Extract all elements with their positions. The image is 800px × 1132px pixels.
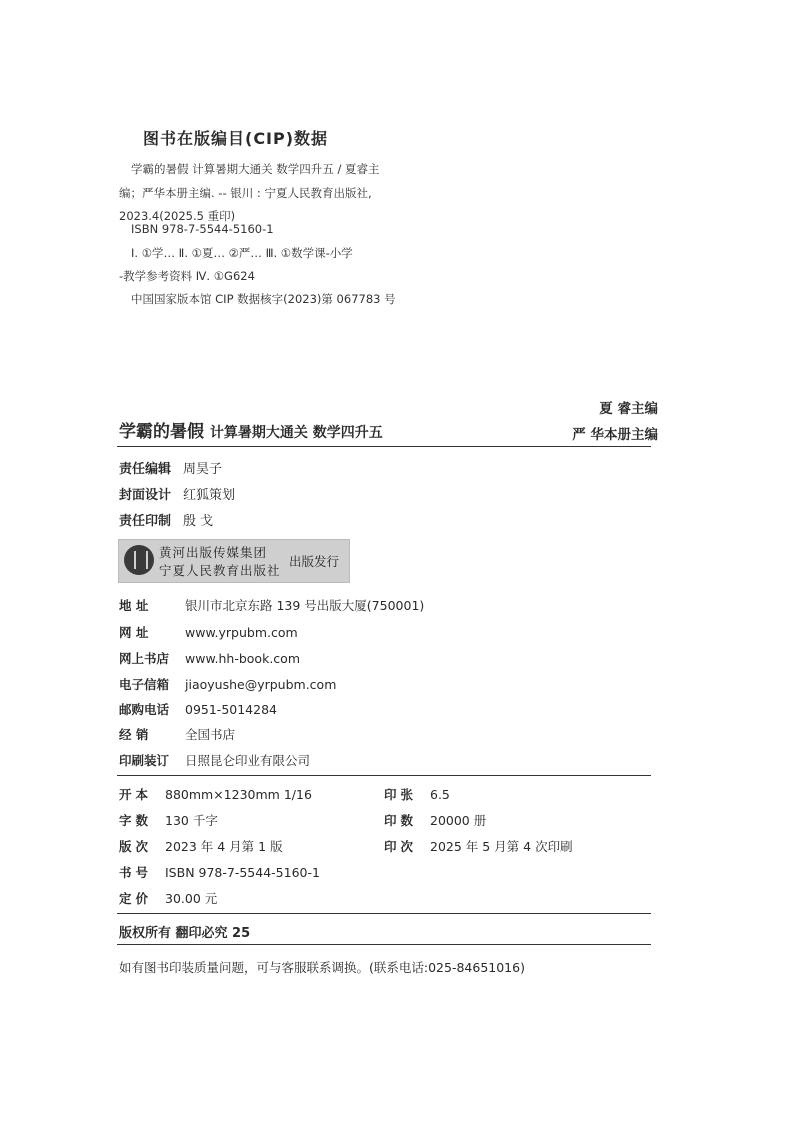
- info-label: 邮购电话: [119, 702, 170, 717]
- spec-item: [119, 889, 217, 907]
- staff-row: [119, 458, 222, 477]
- spec-item: [119, 811, 218, 829]
- cip-line: 2023.4(2025.5 重印): [119, 209, 236, 223]
- staff-label: 责任编辑: [119, 462, 172, 477]
- staff-value: 红狐策划: [183, 488, 236, 503]
- cip-line: Ⅰ. ①学… Ⅱ. ①夏… ②严… Ⅲ. ①数学课-小学: [131, 246, 353, 260]
- info-row: [119, 751, 310, 769]
- spec-label: 印次: [384, 839, 418, 854]
- cip-title: 图书在版编目(CIP)数据: [143, 129, 329, 148]
- spec-value: 2025 年 5 月第 4 次印刷: [430, 839, 573, 854]
- info-value: www.hh-book.com: [185, 651, 300, 666]
- publisher-group: 黄河出版传媒集团: [159, 545, 268, 560]
- spec-value: 20000 册: [430, 813, 487, 828]
- spec-value: 880mm×1230mm 1/16: [165, 787, 312, 802]
- info-label: 经 销: [119, 727, 149, 742]
- cip-line: 编；严华本册主编. -- 银川 : 宁夏人民教育出版社,: [119, 186, 372, 200]
- spec-label: 定价: [119, 891, 153, 906]
- service-notice: 如有图书印装质量问题，可与客服联系调换。(联系电话:025-84651016): [119, 960, 525, 975]
- spec-value: 130 千字: [165, 813, 218, 828]
- staff-row: [119, 510, 213, 529]
- info-row: [119, 700, 277, 718]
- staff-value: 殷 戈: [183, 514, 214, 529]
- spec-label: 开本: [119, 787, 153, 802]
- spec-label: 字数: [119, 813, 153, 828]
- spec-value: 2023 年 4 月第 1 版: [165, 839, 283, 854]
- divider: [117, 446, 651, 447]
- divider: [117, 944, 651, 945]
- info-value: 0951-5014284: [185, 702, 277, 717]
- info-row: [119, 623, 298, 641]
- info-value: jiaoyushe@yrpubm.com: [185, 677, 337, 692]
- info-label: 网 址: [119, 625, 149, 640]
- cip-line: 学霸的暑假 计算暑期大通关 数学四升五 / 夏睿主: [131, 162, 380, 176]
- spec-label: 印数: [384, 813, 418, 828]
- book-title-sub: 计算暑期大通关 数学四升五: [209, 425, 383, 441]
- spec-item: [384, 785, 450, 803]
- cip-isbn: ISBN 978-7-5544-5160-1: [131, 222, 274, 236]
- info-row: [119, 725, 235, 743]
- spec-label: 书号: [119, 865, 153, 880]
- spec-item: [119, 863, 320, 881]
- spec-item: [384, 837, 573, 855]
- info-value: 银川市北京东路 139 号出版大厦(750001): [185, 598, 425, 613]
- divider: [117, 913, 651, 914]
- staff-label: 封面设计: [119, 488, 172, 503]
- cip-catalog-number: 中国国家版本馆 CIP 数据核字(2023)第 067783 号: [131, 292, 396, 306]
- info-row: [119, 649, 300, 667]
- info-value: www.yrpubm.com: [185, 625, 298, 640]
- info-label: 地 址: [119, 598, 149, 613]
- divider: [117, 775, 651, 776]
- info-label: 网上书店: [119, 651, 170, 666]
- spec-label: 印张: [384, 787, 418, 802]
- book-title: [119, 417, 383, 442]
- staff-row: [119, 484, 235, 503]
- spec-item: [119, 785, 312, 803]
- chief-editor: 夏 睿主编: [599, 401, 658, 417]
- info-row: [119, 596, 424, 614]
- spec-value: 6.5: [430, 787, 450, 802]
- copyright-notice: 版权所有 翻印必究 25: [119, 926, 251, 941]
- staff-value: 周昊子: [183, 462, 223, 477]
- volume-editor: 严 华本册主编: [572, 427, 658, 443]
- publisher-house: 宁夏人民教育出版社: [159, 563, 281, 578]
- spec-value: 30.00 元: [165, 891, 218, 906]
- info-value: 日照昆仑印业有限公司: [185, 753, 311, 768]
- spec-item: [119, 837, 283, 855]
- publisher-logo-icon: [124, 545, 154, 575]
- staff-label: 责任印制: [119, 514, 172, 529]
- publisher-logo-block: [118, 539, 350, 583]
- info-label: 电子信箱: [119, 677, 170, 692]
- spec-item: [384, 811, 486, 829]
- publisher-role: 出版发行: [289, 554, 340, 569]
- info-row: [119, 675, 336, 693]
- spec-value: ISBN 978-7-5544-5160-1: [165, 865, 320, 880]
- book-title-main: 学霸的暑假: [119, 422, 204, 442]
- cip-line: -教学参考资料 Ⅳ. ①G624: [119, 269, 255, 283]
- info-label: 印刷装订: [119, 753, 170, 768]
- info-value: 全国书店: [185, 727, 236, 742]
- spec-label: 版次: [119, 839, 153, 854]
